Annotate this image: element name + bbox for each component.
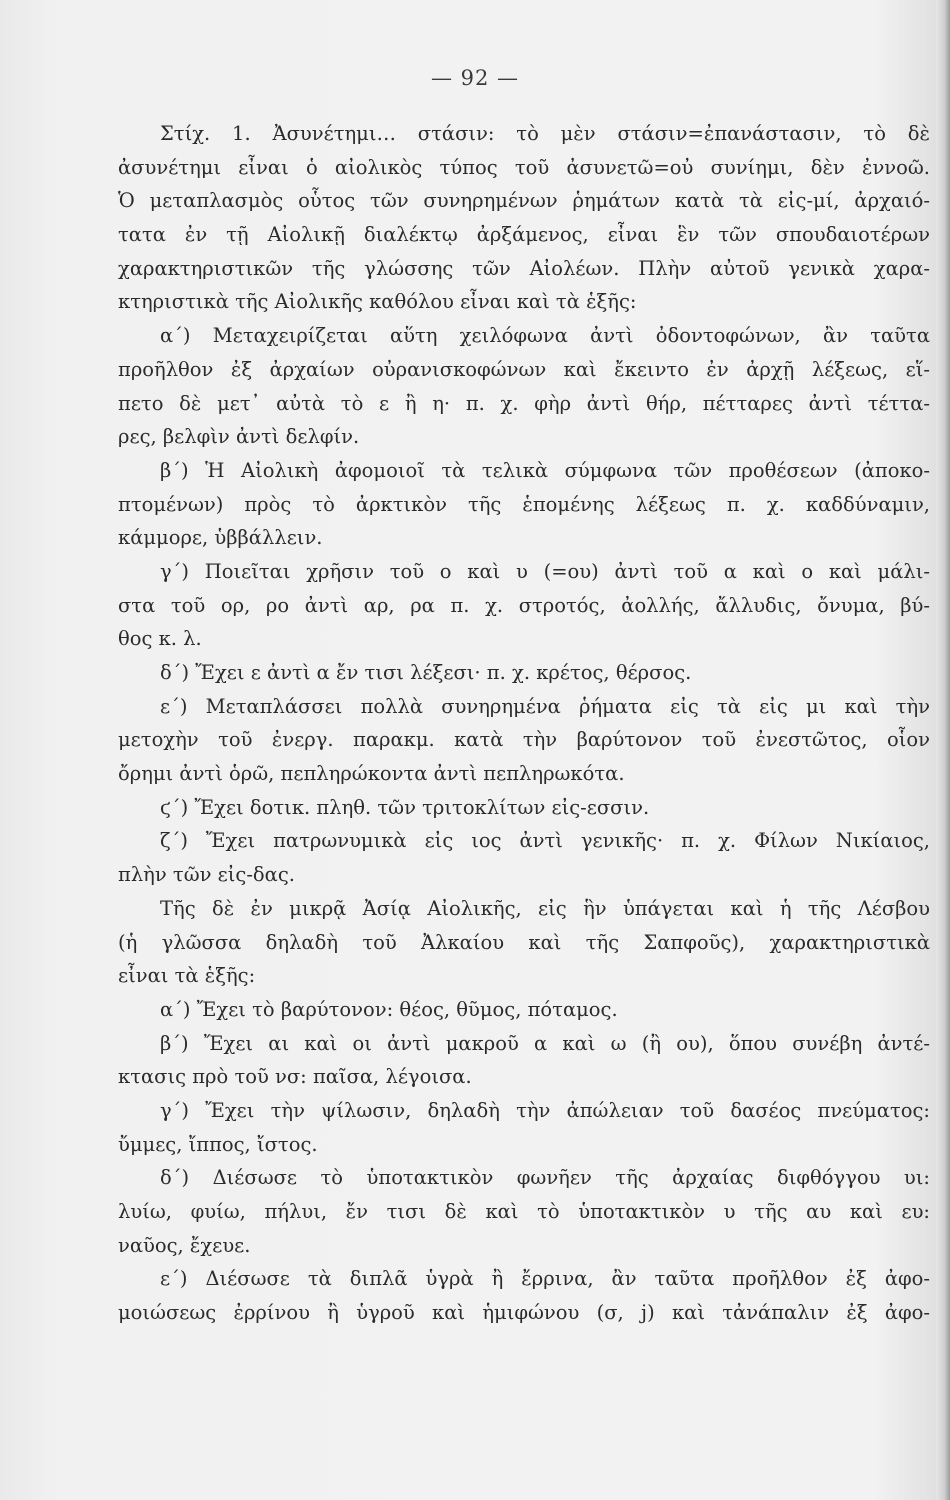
text-line: θος κ. λ. [118,627,202,651]
page-edge-shadow [936,0,950,1500]
text-line: γ΄) Ἔχει τὴν ψίλωσιν, δηλαδὴ τὴν ἀπώλειαν τοῦ δασέος πνεύματος: [160,1098,930,1122]
text-line: α΄) Ἔχει τὸ βαρύτονον: θέος, θῦμος, πόταμος. [160,997,618,1021]
text-line: κάμμορε, ὑββάλλειν. [118,526,323,550]
text-line: πλὴν τῶν εἰς-δας. [118,863,295,887]
text-line: ε΄) Μεταπλάσσει πολλὰ συνηρημένα ῥήματα εἰς τὰ εἰς μι καὶ τὴν [160,694,930,718]
text-line: β΄) Ἔχει αι καὶ οι ἀντὶ μακροῦ α καὶ ω (ἢ ου), ὅπου συνέβη ἀντέ- [160,1031,930,1055]
text-line: πετο δὲ μετ᾽ αὐτὰ τὸ ε ἢ η· π. χ. φὴρ ἀντὶ θήρ, πέτταρες ἀντὶ τέττα- [118,391,930,415]
body-text [118,117,930,1330]
text-line: Ὁ μεταπλασμὸς οὗτος τῶν συνηρημένων ῥημάτων κατὰ τὰ εἰς-μί, ἀρχαιό- [118,189,930,213]
text-line: ἀσυνέτημι εἶναι ὁ αἰολικὸς τύπος τοῦ ἀσυνετῶ=οὐ συνίημι, δὲν ἐννοῶ. [118,155,930,179]
text-line: ὔμμες, ἴππος, ἴστος. [118,1132,318,1156]
page-number: — 92 — [430,66,520,90]
text-line: ζ΄) Ἔχει πατρωνυμικὰ εἰς ιος ἀντὶ γενικῆς· π. χ. Φίλων Νικίαιος, [160,829,930,853]
text-line: (ἡ γλῶσσα δηλαδὴ τοῦ Ἀλκαίου καὶ τῆς Σαπφοῦς), χαρακτηριστικὰ [118,930,930,954]
text-line: γ΄) Ποιεῖται χρῆσιν τοῦ ο καὶ υ (=ου) ἀντὶ τοῦ α καὶ ο καὶ μάλι- [160,559,930,583]
text-line: ρες, βελφὶν ἀντὶ δελφίν. [118,425,360,449]
text-line: κτασις πρὸ τοῦ νσ: παῖσα, λέγοισα. [118,1065,472,1089]
text-line: μοιώσεως ἐρρίνου ἢ ὑγροῦ καὶ ἡμιφώνου (σ, j) καὶ τἀνάπαλιν ἐξ ἀφο- [118,1301,930,1325]
text-line: Στίχ. 1. Ἀσυνέτημι… στάσιν: τὸ μὲν στάσιν=ἐπανάστασιν, τὸ δὲ [160,122,930,145]
text-line: κτηριστικὰ τῆς Αἰολικῆς καθόλου εἶναι καὶ τὰ ἑξῆς: [118,290,637,314]
text-line: χαρακτηριστικῶν τῆς γλώσσης τῶν Αἰολέων. Πλὴν αὐτοῦ γενικὰ χαρα- [118,256,930,280]
text-line: β΄) Ἡ Αἰολικὴ ἀφομοιοῖ τὰ τελικὰ σύμφωνα τῶν προθέσεων (ἀποκο- [160,458,930,482]
text-line: μετοχὴν τοῦ ἐνεργ. παρακμ. κατὰ τὴν βαρύτονον τοῦ ἐνεστῶτος, οἷον [118,728,930,752]
text-line: λυίω, φυίω, πήλυι, ἔν τισι δὲ καὶ τὸ ὑποτακτικὸν υ τῆς αυ καὶ ευ: [118,1200,930,1223]
text-line: ϛ΄) Ἔχει δοτικ. πληθ. τῶν τριτοκλίτων εἰς-εσσιν. [160,795,650,819]
text-line: δ΄) Διέσωσε τὸ ὑποτακτικὸν φωνῆεν τῆς ἀρχαίας διφθόγγου υι: [160,1166,930,1190]
text-line: πτομένων) πρὸς τὸ ἀρκτικὸν τῆς ἑπομένης λέξεως π. χ. καδδύναμιν, [118,492,930,516]
text-line: στα τοῦ ορ, ρο ἀντὶ αρ, ρα π. χ. στροτός, ἀολλής, ἄλλυδις, ὄνυμα, βύ- [118,593,930,617]
text-line: Τῆς δὲ ἐν μικρᾷ Ἀσίᾳ Αἰολικῆς, εἰς ἣν ὑπάγεται καὶ ἡ τῆς Λέσβου [160,896,930,920]
text-line: τατα ἐν τῇ Αἰολικῇ διαλέκτῳ ἀρξάμενος, εἶναι ἓν τῶν σπουδαιοτέρων [118,223,930,247]
text-line: προῆλθον ἐξ ἀρχαίων οὐρανισκοφώνων καὶ ἔκειντο ἐν ἀρχῇ λέξεως, εἵ- [118,357,930,381]
text-line: α΄) Μεταχειρίζεται αὕτη χειλόφωνα ἀντὶ ὀδοντοφώνων, ἂν ταῦτα [160,324,930,348]
text-line: εἶναι τὰ ἑξῆς: [118,964,256,988]
text-line: ὄρημι ἀντὶ ὁρῶ, πεπληρώκοντα ἀντὶ πεπληρωκότα. [118,762,625,786]
text-line: δ΄) Ἔχει ε ἀντὶ α ἔν τισι λέξεσι· π. χ. κρέτος, θέρσος. [160,661,692,684]
text-line: ε΄) Διέσωσε τὰ διπλᾶ ὑγρὰ ἢ ἔρρινα, ἂν ταῦτα προῆλθον ἐξ ἀφο- [160,1267,930,1291]
text-line: ναῦος, ἔχευε. [118,1233,251,1257]
